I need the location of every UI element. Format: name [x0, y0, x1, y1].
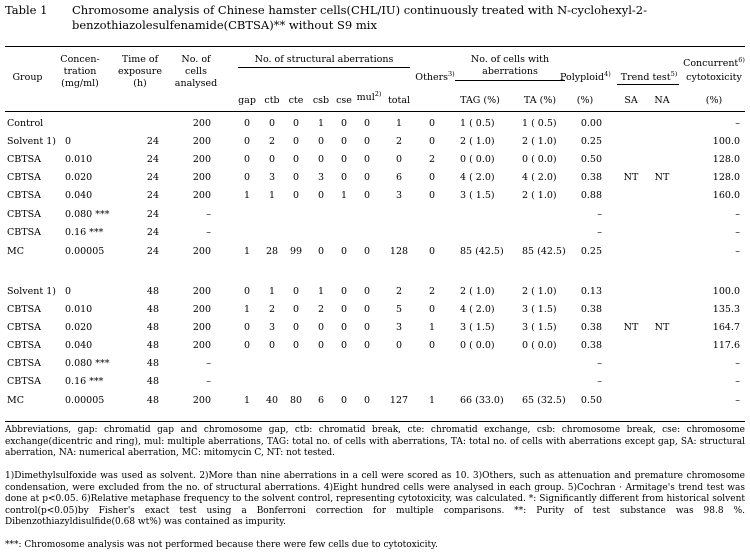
cell: 0: [317, 246, 325, 257]
cell: 1: [268, 190, 276, 201]
cell: 0.010: [65, 154, 93, 165]
cell: Solvent 1): [7, 136, 56, 147]
cell: 200: [192, 172, 211, 183]
cell: 6: [317, 395, 325, 406]
cell: 5: [395, 304, 403, 315]
cell: 0: [340, 395, 348, 406]
cell: 200: [192, 118, 211, 129]
cell: 0: [243, 286, 251, 297]
cell: Control: [7, 118, 44, 129]
cell: NT: [623, 172, 639, 183]
cell: CBTSA: [7, 209, 41, 220]
col-csb: csb: [312, 95, 330, 106]
cell: 0: [292, 154, 300, 165]
cell: 0: [428, 246, 436, 257]
cell: 100.0: [712, 286, 740, 297]
cell: 4 ( 2.0): [460, 172, 495, 183]
cell: 2 ( 1.0): [460, 136, 495, 147]
cell: 0: [292, 340, 300, 351]
cell: 0: [340, 340, 348, 351]
cell: 1: [243, 190, 251, 201]
cell: 0.00005: [65, 395, 105, 406]
cell: 0: [292, 286, 300, 297]
cell: 160.0: [712, 190, 740, 201]
cell: 24: [146, 190, 159, 201]
cell: 48: [146, 322, 159, 333]
cell: CBTSA: [7, 340, 41, 351]
cell: 0: [363, 136, 371, 147]
col-concentration: Concen-tration (mg/ml): [60, 54, 100, 89]
cell: 24: [146, 136, 159, 147]
cell: 6: [395, 172, 403, 183]
cell: MC: [7, 246, 24, 257]
cell: 0: [292, 304, 300, 315]
cell: –: [597, 358, 602, 369]
cell: 1 ( 0.5): [522, 118, 557, 129]
cell: 200: [192, 136, 211, 147]
cell: 0: [243, 340, 251, 351]
cell: 0.040: [65, 190, 93, 201]
cell: 2 ( 1.0): [522, 136, 557, 147]
cell: 0: [243, 154, 251, 165]
cell: 0.020: [65, 172, 93, 183]
cell: 3: [268, 322, 276, 333]
cell: 0: [363, 340, 371, 351]
cell: 200: [192, 395, 211, 406]
cell: 2 ( 1.0): [522, 190, 557, 201]
top-rule: [5, 46, 745, 47]
cell: 0: [428, 136, 436, 147]
cell: 200: [192, 286, 211, 297]
cell: 24: [146, 154, 159, 165]
cell: 0.020: [65, 322, 93, 333]
bottom-rule: [5, 421, 745, 422]
cell: –: [735, 118, 740, 129]
cell: 0: [395, 154, 403, 165]
cell: 117.6: [712, 340, 740, 351]
cell: 0: [243, 322, 251, 333]
cell: 0: [340, 154, 348, 165]
cell: 99: [289, 246, 303, 257]
cell: CBTSA: [7, 376, 41, 387]
cell: 2 ( 1.0): [522, 286, 557, 297]
cell: 128: [389, 246, 409, 257]
col-cse: cse: [336, 95, 352, 106]
cell: 0: [340, 304, 348, 315]
footnote-triple: ***: Chromosome analysis was not performed because there were few cells due to cytotoxicity.: [5, 540, 438, 550]
cell: 0: [317, 136, 325, 147]
cell: 200: [192, 322, 211, 333]
cell: 2: [317, 304, 325, 315]
cell: –: [735, 209, 740, 220]
cell: 0 ( 0.0): [522, 340, 557, 351]
cell: NT: [654, 172, 670, 183]
cell: 0.38: [580, 322, 602, 333]
cell: 0: [340, 246, 348, 257]
cell: 0.38: [580, 172, 602, 183]
table-label: Table 1: [5, 3, 48, 17]
cell: 1 ( 0.5): [460, 118, 495, 129]
cell: 2: [428, 286, 436, 297]
cell: 0.88: [580, 190, 602, 201]
header-rule: [5, 111, 745, 112]
cell: 0.50: [580, 395, 602, 406]
cell: CBTSA: [7, 190, 41, 201]
cell: 40: [265, 395, 279, 406]
col-aberrations: No. of cells with aberrations: [470, 54, 550, 77]
cell: 0: [428, 304, 436, 315]
cell: 24: [146, 227, 159, 238]
cell: 0: [363, 322, 371, 333]
cell: 0: [363, 395, 371, 406]
cell: 164.7: [712, 322, 740, 333]
table-caption: Chromosome analysis of Chinese hamster cells(CHL/IU) continuously treated with N-cyclohexyl-2-benzothiazolesulfenamide(CBTSA)** without S9 mix: [72, 3, 647, 32]
cell: 0.25: [580, 246, 602, 257]
cell: 48: [146, 286, 159, 297]
cell: –: [735, 227, 740, 238]
cell: 48: [146, 395, 159, 406]
cell: 200: [192, 154, 211, 165]
cell: 0: [292, 172, 300, 183]
cell: 200: [192, 246, 211, 257]
col-group: Group: [12, 72, 43, 83]
cell: CBTSA: [7, 322, 41, 333]
cell: 3: [395, 190, 403, 201]
cell: 1: [428, 395, 436, 406]
cell: 0: [268, 340, 276, 351]
cell: 0: [65, 136, 72, 147]
cell: 48: [146, 376, 159, 387]
cell: 0: [395, 340, 403, 351]
cell: 1: [428, 322, 436, 333]
col-cyto2: cytotoxicity: [686, 72, 742, 83]
col-mul: mul$^{2)}$: [356, 89, 382, 103]
cell: 85 (42.5): [522, 246, 566, 257]
col-sa: SA: [624, 95, 638, 106]
cell: –: [735, 395, 740, 406]
cell: 3 ( 1.5): [522, 304, 557, 315]
cell: 4 ( 2.0): [522, 172, 557, 183]
cell: 24: [146, 246, 159, 257]
cell: 0: [363, 172, 371, 183]
cell: 0.00005: [65, 246, 105, 257]
cell: –: [206, 358, 211, 369]
cell: 3 ( 1.5): [522, 322, 557, 333]
col-tag: TAG (%): [460, 95, 500, 106]
footnote-abbreviations: Abbreviations, gap: chromatid gap and chromosome gap, ctb: chromatid break, cte: chromatid exchange, csb: chromosome break, cse: chromosome exchange(dicentric and ring), mul: multiple aberrations, TAG: total no. of cells with aberrations, TA: total no. of cells with aberrations except gap, SA: structural aberration, NA: numerical aberration, MC: mitomycin C, NT: not tested.: [5, 425, 745, 458]
cell: 0: [243, 172, 251, 183]
cell: 128.0: [712, 172, 740, 183]
cell: 0: [340, 322, 348, 333]
trend-rule: [617, 84, 679, 85]
cell: 0: [292, 136, 300, 147]
col-trend: Trend test$^{5)}$: [620, 69, 678, 83]
cell: 0.080 ***: [65, 358, 110, 369]
cell: 1: [395, 118, 403, 129]
footnote-notes: 1)Dimethylsulfoxide was used as solvent. 2)More than nine aberrations in a cell were scored as 10. 3)Others, such as attenuation and premature chromosome condensation, were excluded from the no. of structural aberrations. 4)Eight hundred cells were analysed in each group. 5)Cochran · Armitage's trend test was done at p<0.05. 6)Relative metaphase frequency to the solvent control, representing cytotoxicity, was calculated. *: Significantly different from historical solvent control(p<0.05)by Fisher's exact test using a Bonferroni correction for multiple comparisons. **: Purity of test substance was 98.8 %. Dibenzothiazyldisulfide(0.68 wt%) was contained as impurity.: [5, 471, 745, 527]
cell: 24: [146, 172, 159, 183]
cell: 0: [65, 286, 72, 297]
cell: 0: [268, 154, 276, 165]
cell: 0: [340, 118, 348, 129]
cell: 0.080 ***: [65, 209, 110, 220]
cell: 1: [317, 118, 325, 129]
cell: 1: [268, 286, 276, 297]
cell: 80: [289, 395, 303, 406]
structural-rule: [238, 67, 410, 68]
cell: 0.16 ***: [65, 227, 104, 238]
cell: –: [206, 227, 211, 238]
cell: 0.00: [580, 118, 602, 129]
cell: 0: [292, 322, 300, 333]
cell: 0: [268, 118, 276, 129]
cell: –: [206, 209, 211, 220]
cell: 2: [395, 136, 403, 147]
col-time: Time of exposure (h): [118, 54, 162, 89]
cell: 127: [389, 395, 409, 406]
cell: 65 (32.5): [522, 395, 566, 406]
cell: 48: [146, 340, 159, 351]
cell: 24: [146, 209, 159, 220]
cell: 0: [428, 190, 436, 201]
cell: Solvent 1): [7, 286, 56, 297]
cell: 0: [363, 154, 371, 165]
cell: 0: [317, 154, 325, 165]
cell: 3: [395, 322, 403, 333]
cell: 200: [192, 340, 211, 351]
cell: 0.010: [65, 304, 93, 315]
cell: 28: [265, 246, 279, 257]
cell: 0 ( 0.0): [460, 340, 495, 351]
cell: 0: [363, 118, 371, 129]
cell: 1: [317, 286, 325, 297]
cell: 0: [428, 118, 436, 129]
cell: 2: [268, 136, 276, 147]
cell: –: [206, 376, 211, 387]
cell: 0: [363, 246, 371, 257]
cell: 3: [317, 172, 325, 183]
cell: 0: [363, 304, 371, 315]
col-polyploid: Polyploid$^{4)}$: [560, 69, 611, 83]
cell: 0.13: [580, 286, 602, 297]
cell: NT: [623, 322, 639, 333]
col-total: total: [387, 95, 411, 106]
col-others: Others$^{3)}$: [415, 69, 455, 83]
cell: 85 (42.5): [460, 246, 504, 257]
cell: 2: [395, 286, 403, 297]
cell: –: [735, 376, 740, 387]
cell: 0.16 ***: [65, 376, 104, 387]
cell: 0: [317, 190, 325, 201]
col-cyto-unit: (%): [705, 95, 723, 106]
aberrations-rule: [455, 80, 565, 81]
col-polyploid-unit: (%): [576, 95, 594, 106]
cell: 1: [243, 395, 251, 406]
cell: 0: [243, 118, 251, 129]
cell: 0: [428, 340, 436, 351]
cell: 0.38: [580, 340, 602, 351]
cell: 0.25: [580, 136, 602, 147]
cell: 0: [428, 172, 436, 183]
cell: 0: [363, 286, 371, 297]
cell: 1: [243, 304, 251, 315]
cell: 3: [268, 172, 276, 183]
col-ctb: ctb: [264, 95, 280, 106]
cell: 0: [317, 340, 325, 351]
cell: 100.0: [712, 136, 740, 147]
cell: CBTSA: [7, 154, 41, 165]
cell: CBTSA: [7, 227, 41, 238]
cell: 0 ( 0.0): [460, 154, 495, 165]
cell: 0.50: [580, 154, 602, 165]
cell: 3 ( 1.5): [460, 190, 495, 201]
cell: 48: [146, 304, 159, 315]
cell: 1: [243, 246, 251, 257]
cell: 66 (33.0): [460, 395, 504, 406]
cell: 0 ( 0.0): [522, 154, 557, 165]
cell: –: [597, 209, 602, 220]
cell: 4 ( 2.0): [460, 304, 495, 315]
cell: CBTSA: [7, 172, 41, 183]
col-ta: TA (%): [523, 95, 557, 106]
cell: 0: [340, 172, 348, 183]
cell: 200: [192, 304, 211, 315]
cell: 2 ( 1.0): [460, 286, 495, 297]
cell: CBTSA: [7, 358, 41, 369]
cell: 3 ( 1.5): [460, 322, 495, 333]
cell: –: [597, 376, 602, 387]
cell: 0: [363, 190, 371, 201]
cell: 0: [292, 118, 300, 129]
cell: 200: [192, 190, 211, 201]
cell: 135.3: [712, 304, 740, 315]
col-structural: No. of structural aberrations: [254, 54, 394, 65]
cell: 1: [340, 190, 348, 201]
cell: 48: [146, 358, 159, 369]
col-na: NA: [654, 95, 670, 106]
cell: –: [735, 246, 740, 257]
col-cells: No. of cells analysed: [174, 54, 218, 89]
cell: NT: [654, 322, 670, 333]
cell: CBTSA: [7, 304, 41, 315]
col-cte: cte: [288, 95, 304, 106]
col-cyto: Concurrent$^{6)}$: [683, 55, 745, 69]
cell: MC: [7, 395, 24, 406]
cell: 0: [340, 286, 348, 297]
cell: 0.38: [580, 304, 602, 315]
cell: 128.0: [712, 154, 740, 165]
cell: –: [597, 227, 602, 238]
cell: –: [735, 358, 740, 369]
cell: 0.040: [65, 340, 93, 351]
cell: 2: [268, 304, 276, 315]
col-gap: gap: [238, 95, 256, 106]
cell: 0: [292, 190, 300, 201]
cell: 2: [428, 154, 436, 165]
cell: 0: [243, 136, 251, 147]
cell: 0: [317, 322, 325, 333]
cell: 0: [340, 136, 348, 147]
